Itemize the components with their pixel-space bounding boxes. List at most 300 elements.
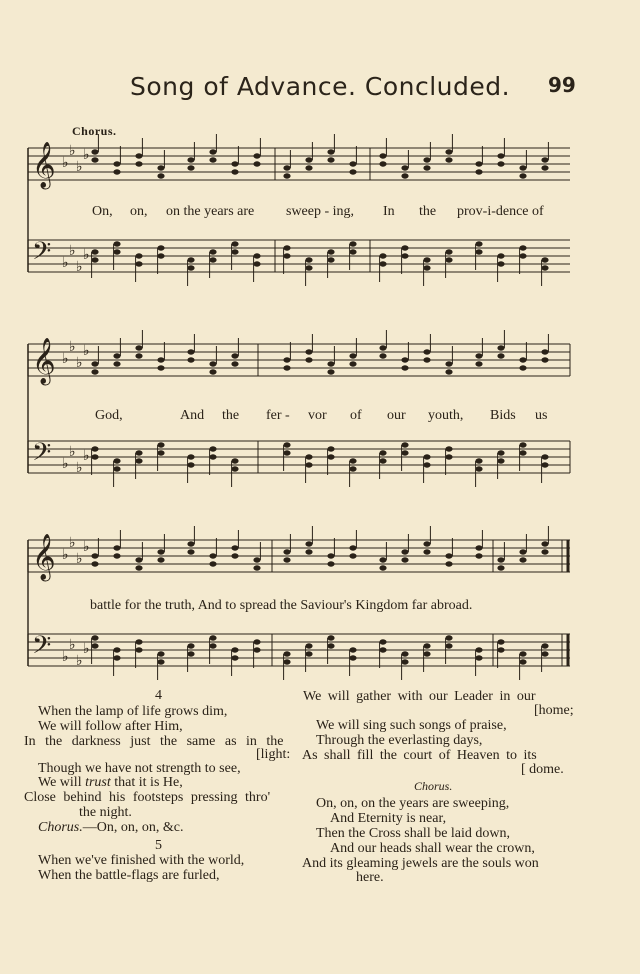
note-head bbox=[187, 549, 194, 554]
note-head bbox=[231, 545, 238, 550]
lyric-word: youth, bbox=[428, 408, 464, 423]
note-head bbox=[91, 454, 98, 459]
note-head bbox=[135, 153, 142, 158]
note-head bbox=[91, 149, 98, 154]
note-head bbox=[497, 565, 504, 570]
note-head bbox=[423, 265, 430, 270]
note-head bbox=[379, 353, 386, 358]
note-head bbox=[209, 635, 216, 640]
note-head bbox=[541, 257, 548, 262]
note-head bbox=[157, 245, 164, 250]
note-head bbox=[157, 549, 164, 554]
note-head bbox=[135, 161, 142, 166]
note-head bbox=[401, 173, 408, 178]
note-head bbox=[91, 257, 98, 262]
note-head bbox=[253, 557, 260, 562]
note-head bbox=[283, 253, 290, 258]
note-head bbox=[209, 561, 216, 566]
note-head bbox=[401, 165, 408, 170]
flat-icon: ♭ bbox=[69, 444, 76, 460]
note-head bbox=[379, 253, 386, 258]
note-head bbox=[113, 545, 120, 550]
note-head bbox=[231, 361, 238, 366]
verse-text: that it is He, bbox=[114, 775, 183, 790]
verse-line: [light: bbox=[256, 747, 291, 762]
note-head bbox=[423, 541, 430, 546]
note-head bbox=[349, 361, 356, 366]
note-head bbox=[445, 454, 452, 459]
verse-line: [home; bbox=[534, 703, 574, 718]
chorus-ref-text: —On, on, on, &c. bbox=[82, 820, 184, 835]
note-head bbox=[349, 655, 356, 660]
note-head bbox=[305, 549, 312, 554]
lyric-word: of bbox=[350, 408, 362, 423]
note-head bbox=[423, 157, 430, 162]
note-head bbox=[231, 353, 238, 358]
flat-icon: ♭ bbox=[62, 155, 69, 171]
note-head bbox=[91, 361, 98, 366]
bass-clef-icon: 𝄢 bbox=[32, 438, 52, 473]
note-head bbox=[541, 643, 548, 648]
note-head bbox=[157, 365, 164, 370]
note-head bbox=[423, 357, 430, 362]
note-head bbox=[475, 249, 482, 254]
note-head bbox=[135, 261, 142, 266]
flat-icon: ♭ bbox=[62, 649, 69, 665]
flat-icon: ♭ bbox=[83, 147, 90, 163]
note-head bbox=[475, 353, 482, 358]
note-head bbox=[283, 651, 290, 656]
note-head bbox=[541, 462, 548, 467]
note-head bbox=[379, 450, 386, 455]
note-head bbox=[475, 553, 482, 558]
verse-text-italic: trust bbox=[85, 775, 111, 790]
lyric-word: fer - bbox=[266, 408, 290, 423]
flat-icon: ♭ bbox=[69, 143, 76, 159]
note-head bbox=[209, 361, 216, 366]
note-head bbox=[305, 349, 312, 354]
note-head bbox=[113, 553, 120, 558]
note-head bbox=[283, 549, 290, 554]
note-head bbox=[187, 265, 194, 270]
note-head bbox=[283, 450, 290, 455]
note-head bbox=[349, 353, 356, 358]
note-head bbox=[401, 549, 408, 554]
note-head bbox=[379, 639, 386, 644]
flat-icon: ♭ bbox=[62, 547, 69, 563]
flat-icon: ♭ bbox=[62, 456, 69, 472]
note-head bbox=[305, 643, 312, 648]
lyric-word: vor bbox=[308, 408, 327, 423]
chorus-line: And our heads shall wear the crown, bbox=[330, 841, 535, 856]
lyric-word: the bbox=[222, 408, 240, 423]
note-head bbox=[135, 557, 142, 562]
note-head bbox=[519, 165, 526, 170]
note-head bbox=[519, 450, 526, 455]
lyric-word: Bids bbox=[490, 408, 516, 423]
note-head bbox=[209, 149, 216, 154]
flat-icon: ♭ bbox=[76, 259, 83, 275]
note-head bbox=[187, 165, 194, 170]
note-head bbox=[157, 659, 164, 664]
bass-clef-icon: 𝄢 bbox=[32, 237, 52, 272]
verse-line: When the lamp of life grows dim, bbox=[38, 704, 228, 719]
note-head bbox=[253, 639, 260, 644]
note-head bbox=[497, 253, 504, 258]
note-head bbox=[209, 157, 216, 162]
verse-line: Close behind his footsteps pressing thro' bbox=[24, 790, 271, 805]
note-head bbox=[541, 357, 548, 362]
note-head bbox=[113, 161, 120, 166]
note-head bbox=[541, 349, 548, 354]
note-head bbox=[209, 553, 216, 558]
note-head bbox=[327, 635, 334, 640]
note-head bbox=[135, 345, 142, 350]
note-head bbox=[305, 265, 312, 270]
note-head bbox=[349, 466, 356, 471]
note-head bbox=[519, 245, 526, 250]
note-head bbox=[305, 541, 312, 546]
note-head bbox=[349, 161, 356, 166]
note-head bbox=[423, 257, 430, 262]
flat-icon: ♭ bbox=[76, 551, 83, 567]
note-head bbox=[283, 165, 290, 170]
note-head bbox=[445, 257, 452, 262]
flat-icon: ♭ bbox=[83, 448, 90, 464]
flat-icon: ♭ bbox=[76, 355, 83, 371]
chorus-ref: Chorus. bbox=[38, 820, 83, 835]
note-head bbox=[157, 173, 164, 178]
note-head bbox=[475, 361, 482, 366]
note-head bbox=[401, 365, 408, 370]
note-head bbox=[305, 462, 312, 467]
lyric-word: on the years are bbox=[166, 204, 255, 219]
flat-icon: ♭ bbox=[83, 641, 90, 657]
note-head bbox=[445, 635, 452, 640]
verse-line: We will sing such songs of praise, bbox=[316, 718, 507, 733]
note-head bbox=[401, 245, 408, 250]
note-head bbox=[401, 442, 408, 447]
note-head bbox=[445, 149, 452, 154]
note-head bbox=[157, 450, 164, 455]
note-head bbox=[541, 165, 548, 170]
note-head bbox=[327, 257, 334, 262]
lyric-word: the bbox=[419, 204, 437, 219]
note-head bbox=[379, 565, 386, 570]
note-head bbox=[157, 557, 164, 562]
note-head bbox=[445, 361, 452, 366]
note-head bbox=[475, 647, 482, 652]
note-head bbox=[497, 557, 504, 562]
note-head bbox=[113, 249, 120, 254]
note-head bbox=[209, 454, 216, 459]
note-head bbox=[91, 553, 98, 558]
note-head bbox=[519, 442, 526, 447]
note-head bbox=[91, 561, 98, 566]
note-head bbox=[253, 153, 260, 158]
note-head bbox=[349, 169, 356, 174]
note-head bbox=[187, 462, 194, 467]
chorus-line: On, on, on the years are sweeping, bbox=[316, 796, 510, 811]
flat-icon: ♭ bbox=[76, 460, 83, 476]
note-head bbox=[113, 241, 120, 246]
note-head bbox=[157, 651, 164, 656]
note-head bbox=[423, 651, 430, 656]
verse-line: We will gather with our Leader in our bbox=[303, 689, 536, 704]
note-head bbox=[283, 557, 290, 562]
note-head bbox=[497, 161, 504, 166]
note-head bbox=[187, 454, 194, 459]
note-head bbox=[253, 647, 260, 652]
note-head bbox=[231, 249, 238, 254]
lyric-word: prov-i-dence of bbox=[457, 204, 544, 219]
treble-clef-icon: 𝄞 bbox=[32, 142, 56, 188]
lyric-word: our bbox=[387, 408, 406, 423]
note-head bbox=[475, 655, 482, 660]
note-head bbox=[91, 157, 98, 162]
note-head bbox=[305, 454, 312, 459]
flat-icon: ♭ bbox=[83, 539, 90, 555]
note-head bbox=[135, 458, 142, 463]
note-head bbox=[135, 253, 142, 258]
verse-text: We will bbox=[38, 775, 82, 790]
note-head bbox=[497, 450, 504, 455]
flat-icon: ♭ bbox=[69, 339, 76, 355]
note-head bbox=[187, 651, 194, 656]
note-head bbox=[519, 651, 526, 656]
note-head bbox=[541, 265, 548, 270]
note-head bbox=[327, 643, 334, 648]
note-head bbox=[157, 442, 164, 447]
page-title: Song of Advance. Concluded. bbox=[130, 72, 511, 101]
note-head bbox=[91, 446, 98, 451]
chorus-line: And its gleaming jewels are the souls won bbox=[302, 856, 539, 871]
note-head bbox=[541, 454, 548, 459]
note-head bbox=[349, 545, 356, 550]
treble-clef-icon: 𝄞 bbox=[32, 534, 56, 580]
treble-clef-icon: 𝄞 bbox=[32, 338, 56, 384]
page-number: 99 bbox=[548, 73, 576, 97]
note-head bbox=[91, 635, 98, 640]
note-head bbox=[519, 549, 526, 554]
verse-line bbox=[38, 775, 183, 791]
note-head bbox=[113, 353, 120, 358]
note-head bbox=[187, 349, 194, 354]
note-head bbox=[519, 659, 526, 664]
note-head bbox=[379, 557, 386, 562]
note-head bbox=[423, 454, 430, 459]
note-head bbox=[379, 458, 386, 463]
note-head bbox=[231, 458, 238, 463]
note-head bbox=[475, 169, 482, 174]
verse-line: In the darkness just the same as in the bbox=[24, 734, 284, 749]
note-head bbox=[401, 253, 408, 258]
note-head bbox=[157, 357, 164, 362]
note-head bbox=[401, 659, 408, 664]
note-head bbox=[519, 253, 526, 258]
flat-icon: ♭ bbox=[69, 637, 76, 653]
note-head bbox=[113, 361, 120, 366]
lyric-word: In bbox=[383, 204, 395, 219]
note-head bbox=[305, 165, 312, 170]
flat-icon: ♭ bbox=[62, 351, 69, 367]
note-head bbox=[349, 458, 356, 463]
lyric-word: on, bbox=[130, 204, 148, 219]
note-head bbox=[283, 442, 290, 447]
flat-icon: ♭ bbox=[83, 343, 90, 359]
note-head bbox=[157, 253, 164, 258]
bass-clef-icon: 𝄢 bbox=[32, 631, 52, 666]
note-head bbox=[497, 458, 504, 463]
note-head bbox=[231, 161, 238, 166]
lyric-line: battle for the truth, And to spread the Saviour's Kingdom far abroad. bbox=[90, 598, 473, 613]
note-head bbox=[187, 157, 194, 162]
note-head bbox=[253, 161, 260, 166]
note-head bbox=[209, 446, 216, 451]
chorus-heading-text: Chorus. bbox=[414, 779, 453, 793]
flat-icon: ♭ bbox=[76, 159, 83, 175]
note-head bbox=[157, 165, 164, 170]
note-head bbox=[231, 553, 238, 558]
note-head bbox=[253, 253, 260, 258]
note-head bbox=[113, 169, 120, 174]
chorus-line: here. bbox=[356, 870, 384, 885]
note-head bbox=[475, 458, 482, 463]
note-head bbox=[209, 249, 216, 254]
note-head bbox=[349, 241, 356, 246]
note-head bbox=[187, 541, 194, 546]
note-head bbox=[445, 249, 452, 254]
stanza-number: 5 bbox=[155, 838, 162, 853]
note-head bbox=[379, 161, 386, 166]
note-head bbox=[519, 557, 526, 562]
note-head bbox=[401, 557, 408, 562]
lyric-word: On, bbox=[92, 204, 113, 219]
note-head bbox=[327, 249, 334, 254]
flat-icon: ♭ bbox=[83, 247, 90, 263]
lyric-word: God, bbox=[95, 408, 123, 423]
note-head bbox=[209, 369, 216, 374]
note-head bbox=[497, 345, 504, 350]
verse-line: We will follow after Him, bbox=[38, 719, 183, 734]
verse-line: [ dome. bbox=[521, 762, 564, 777]
note-head bbox=[253, 261, 260, 266]
verse-line: Through the everlasting days, bbox=[316, 733, 483, 748]
note-head bbox=[91, 643, 98, 648]
note-head bbox=[519, 173, 526, 178]
verse-line: Though we have not strength to see, bbox=[38, 761, 241, 776]
note-head bbox=[475, 545, 482, 550]
note-head bbox=[379, 261, 386, 266]
note-head bbox=[379, 345, 386, 350]
note-head bbox=[91, 369, 98, 374]
note-head bbox=[423, 549, 430, 554]
note-head bbox=[445, 369, 452, 374]
note-head bbox=[541, 651, 548, 656]
note-head bbox=[423, 643, 430, 648]
flat-icon: ♭ bbox=[62, 255, 69, 271]
note-head bbox=[541, 549, 548, 554]
note-head bbox=[209, 643, 216, 648]
note-head bbox=[135, 353, 142, 358]
note-head bbox=[349, 647, 356, 652]
note-head bbox=[349, 553, 356, 558]
note-head bbox=[401, 357, 408, 362]
note-head bbox=[231, 169, 238, 174]
lyric-word: And bbox=[180, 408, 205, 423]
note-head bbox=[349, 249, 356, 254]
note-head bbox=[231, 647, 238, 652]
note-head bbox=[475, 466, 482, 471]
chorus-heading bbox=[414, 779, 452, 795]
verse-line: When the battle-flags are furled, bbox=[38, 868, 220, 883]
note-head bbox=[541, 541, 548, 546]
note-head bbox=[209, 257, 216, 262]
note-head bbox=[253, 565, 260, 570]
note-head bbox=[541, 157, 548, 162]
note-head bbox=[327, 454, 334, 459]
note-head bbox=[135, 450, 142, 455]
note-head bbox=[327, 553, 334, 558]
note-head bbox=[475, 161, 482, 166]
note-head bbox=[231, 466, 238, 471]
note-head bbox=[423, 462, 430, 467]
note-head bbox=[283, 357, 290, 362]
note-head bbox=[327, 561, 334, 566]
note-head bbox=[305, 357, 312, 362]
note-head bbox=[423, 349, 430, 354]
note-head bbox=[187, 357, 194, 362]
chorus-line: Then the Cross shall be laid down, bbox=[316, 826, 511, 841]
note-head bbox=[305, 257, 312, 262]
note-head bbox=[283, 173, 290, 178]
note-head bbox=[91, 249, 98, 254]
note-head bbox=[113, 655, 120, 660]
note-head bbox=[305, 651, 312, 656]
chorus-label: Chorus. bbox=[72, 124, 117, 138]
note-head bbox=[327, 369, 334, 374]
note-head bbox=[135, 639, 142, 644]
note-head bbox=[401, 450, 408, 455]
note-head bbox=[283, 245, 290, 250]
verse-line: the night. bbox=[79, 805, 132, 820]
note-head bbox=[231, 241, 238, 246]
chorus-line: And Eternity is near, bbox=[330, 811, 447, 826]
note-head bbox=[445, 643, 452, 648]
note-head bbox=[497, 639, 504, 644]
note-head bbox=[519, 365, 526, 370]
stanza-number: 4 bbox=[155, 688, 162, 703]
note-head bbox=[445, 446, 452, 451]
note-head bbox=[379, 647, 386, 652]
note-head bbox=[135, 565, 142, 570]
note-head bbox=[283, 365, 290, 370]
verse-line bbox=[38, 820, 183, 836]
flat-icon: ♭ bbox=[76, 653, 83, 669]
note-head bbox=[327, 361, 334, 366]
note-head bbox=[113, 458, 120, 463]
verse-line: When we've finished with the world, bbox=[38, 853, 245, 868]
note-head bbox=[113, 647, 120, 652]
note-head bbox=[497, 153, 504, 158]
note-head bbox=[519, 357, 526, 362]
note-head bbox=[497, 261, 504, 266]
lyric-word: us bbox=[535, 408, 548, 423]
note-head bbox=[327, 157, 334, 162]
note-head bbox=[113, 466, 120, 471]
note-head bbox=[231, 655, 238, 660]
note-head bbox=[497, 647, 504, 652]
